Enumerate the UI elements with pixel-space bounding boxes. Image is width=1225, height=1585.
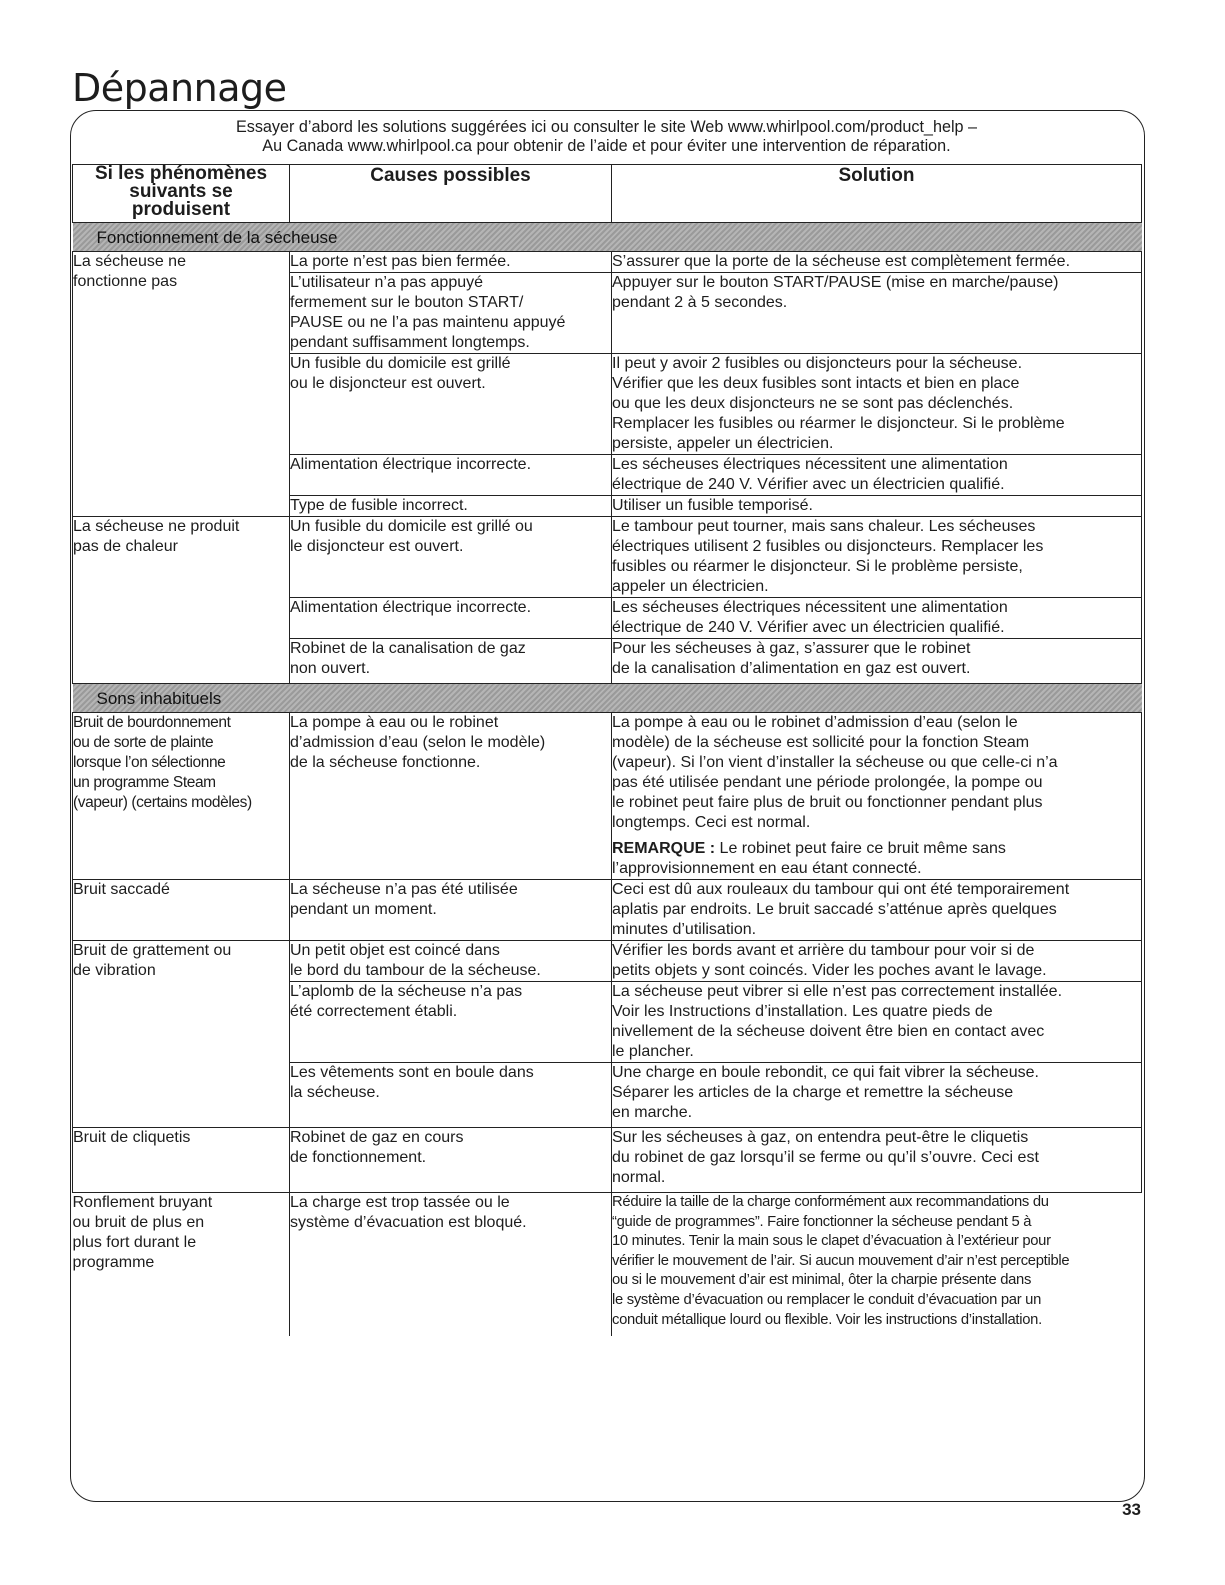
cause-cell: Robinet de gaz en cours de fonctionnement. (290, 1128, 612, 1193)
solution-cell: Sur les sécheuses à gaz, on entendra peut-être le cliquetis du robinet de gaz lorsqu’il se ferme ou qu’il s’ouvre. Ceci est normal. (612, 1128, 1142, 1193)
cause-cell: Alimentation électrique incorrecte. (290, 598, 612, 639)
intro-line-1: Essayer d’abord les solutions suggérées ici ou consulter le site Web www.whirlpool.com/product_help – (235, 118, 978, 136)
cause-cell: Un fusible du domicile est grillé ou le disjoncteur est ouvert. (290, 517, 612, 598)
solution-cell: La sécheuse peut vibrer si elle n’est pas correctement installée. Voir les Instructions d’installation. Les quatre pieds de nivellement de la sécheuse doivent être bien en contact avec le plancher. (612, 982, 1142, 1063)
note-label: REMARQUE : (612, 840, 716, 857)
table-row (73, 517, 1142, 598)
table-row (73, 252, 1142, 273)
table-row (73, 1193, 1142, 1337)
solution-text: La pompe à eau ou le robinet d’admission d’eau (selon le modèle) de la sécheuse est sollicité pour la fonction Steam (vapeur). Si l’on vient d’installer la sécheuse ou que celle-ci n’a pas été utilisée pendant une période prolongée, la pompe ou le robinet peut faire plus de bruit ou fonctionner pendant plus longtemps. Ceci est normal. (612, 714, 1058, 831)
intro-text (72, 118, 1141, 156)
cause-cell: Les vêtements sont en boule dans la sécheuse. (290, 1063, 612, 1128)
table-row (73, 713, 1142, 880)
solution-cell: Les sécheuses électriques nécessitent une alimentation électrique de 240 V. Vérifier avec un électricien qualifié. (612, 455, 1142, 496)
header-causes: Causes possibles (290, 165, 612, 223)
cause-cell: L’aplomb de la sécheuse n’a pas été correctement établi. (290, 982, 612, 1063)
page-title: Dépannage (72, 66, 287, 110)
solution-cell: Ceci est dû aux rouleaux du tambour qui ont été temporairement aplatis par endroits. Le bruit saccadé s’atténue après quelques minutes d’utilisation. (612, 880, 1142, 941)
solution-cell: Les sécheuses électriques nécessitent une alimentation électrique de 240 V. Vérifier avec un électricien qualifié. (612, 598, 1142, 639)
note (612, 839, 1141, 879)
symptom-cell: Ronflement bruyant ou bruit de plus en plus fort durant le programme (73, 1193, 290, 1337)
header-solution: Solution (612, 165, 1142, 223)
note-text: Le robinet peut faire ce bruit même sans l’approvisionnement en eau étant connecté. (612, 840, 1006, 877)
symptom-cell: Bruit de cliquetis (73, 1128, 290, 1193)
symptom-cell: Bruit de bourdonnement ou de sorte de plainte lorsque l’on sélectionne un programme Steam (vapeur) (certains modèles) (73, 713, 290, 880)
symptom-cell: La sécheuse ne produit pas de chaleur (73, 517, 290, 684)
solution-cell: Appuyer sur le bouton START/PAUSE (mise en marche/pause) pendant 2 à 5 secondes. (612, 273, 1142, 354)
troubleshooting-table (72, 164, 1142, 1336)
section-row-noises (73, 684, 1142, 713)
cause-cell: Alimentation électrique incorrecte. (290, 455, 612, 496)
cause-cell: La charge est trop tassée ou le système d’évacuation est bloqué. (290, 1193, 612, 1337)
solution-cell: Réduire la taille de la charge conformément aux recommandations du “guide de programmes”. Faire fonctionner la sécheuse pendant 5 à 10 minutes. Tenir la main sous le clapet d’évacuation à l’extérieur pour vérifier le mouvement de l’air. Si aucun mouvement d’air n’est perceptible ou si le mouvement d’air est minimal, ôter la charpie présente dans le système d’évacuation ou remplacer le conduit d’évacuation par un conduit métallique lourd ou flexible. Voir les instructions d’installation. (612, 1193, 1142, 1337)
cause-cell: Un fusible du domicile est grillé ou le disjoncteur est ouvert. (290, 354, 612, 455)
cause-cell: Un petit objet est coincé dans le bord du tambour de la sécheuse. (290, 941, 612, 982)
symptom-cell: La sécheuse ne fonctionne pas (73, 252, 290, 517)
symptom-cell: Bruit saccadé (73, 880, 290, 941)
cause-cell: L’utilisateur n’a pas appuyé fermement sur le bouton START/ PAUSE ou ne l’a pas maintenu appuyé pendant suffisamment longtemps. (290, 273, 612, 354)
header-symptom: Si les phénomènes suivants se produisent (73, 165, 290, 223)
cause-cell: La sécheuse n’a pas été utilisée pendant un moment. (290, 880, 612, 941)
solution-cell: Une charge en boule rebondit, ce qui fait vibrer la sécheuse. Séparer les articles de la charge et remettre la sécheuse en marche. (612, 1063, 1142, 1128)
table-row (73, 941, 1142, 982)
page-number: 33 (1122, 1500, 1141, 1519)
cause-cell: La pompe à eau ou le robinet d’admission d’eau (selon le modèle) de la sécheuse fonctionne. (290, 713, 612, 880)
solution-cell: S’assurer que la porte de la sécheuse est complètement fermée. (612, 252, 1142, 273)
solution-cell: Le tambour peut tourner, mais sans chaleur. Les sécheuses électriques utilisent 2 fusibles ou disjoncteurs. Remplacer les fusibles ou réarmer le disjoncteur. Si le problème persiste, appeler un électricien. (612, 517, 1142, 598)
symptom-cell: Bruit de grattement ou de vibration (73, 941, 290, 1128)
section-row-operation (73, 223, 1142, 252)
table-row (73, 880, 1142, 941)
solution-cell: Il peut y avoir 2 fusibles ou disjoncteurs pour la sécheuse. Vérifier que les deux fusibles sont intacts et bien en place ou que les deux disjoncteurs ne se sont pas déclenchés. Remplacer les fusibles ou réarmer le disjoncteur. Si le problème persiste, appeler un électricien. (612, 354, 1142, 455)
section-title: Fonctionnement de la sécheuse (96, 228, 338, 247)
cause-cell: La porte n’est pas bien fermée. (290, 252, 612, 273)
intro-line-2: Au Canada www.whirlpool.ca pour obtenir de l’aide et pour éviter une intervention de réparation. (262, 137, 951, 155)
solution-cell: Vérifier les bords avant et arrière du tambour pour voir si de petits objets y sont coincés. Vider les poches avant le lavage. (612, 941, 1142, 982)
solution-cell (612, 713, 1142, 880)
cause-cell: Robinet de la canalisation de gaz non ouvert. (290, 639, 612, 684)
table-row (73, 1128, 1142, 1193)
cause-cell: Type de fusible incorrect. (290, 496, 612, 517)
header-row (73, 165, 1142, 223)
solution-cell: Pour les sécheuses à gaz, s’assurer que le robinet de la canalisation d’alimentation en gaz est ouvert. (612, 639, 1142, 684)
section-title: Sons inhabituels (96, 689, 222, 708)
solution-cell: Utiliser un fusible temporisé. (612, 496, 1142, 517)
